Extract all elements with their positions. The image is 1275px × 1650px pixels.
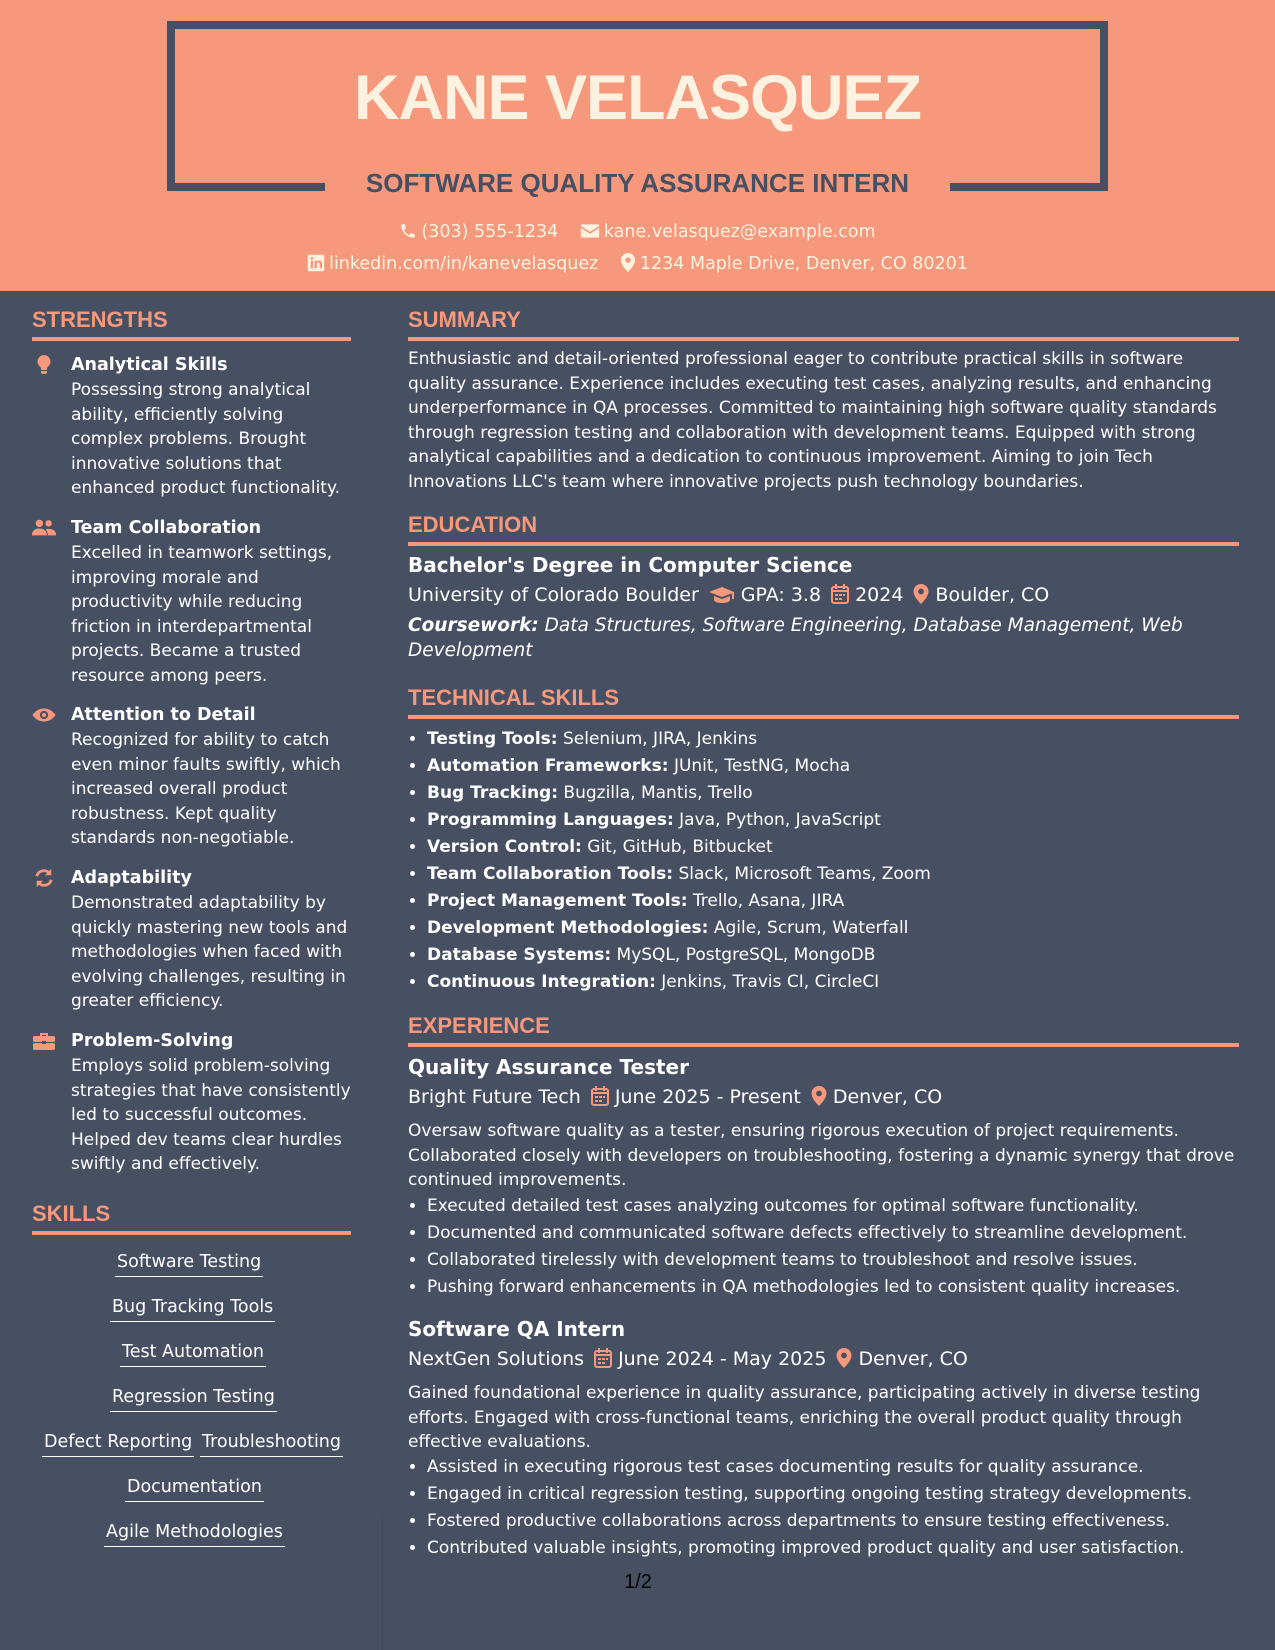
header-frame	[167, 21, 175, 191]
location-pin-icon	[913, 584, 929, 604]
degree-title: Bachelor's Degree in Computer Science	[408, 553, 853, 577]
strength-item	[32, 516, 352, 686]
phone-text: (303) 555-1234	[421, 222, 559, 242]
contact-linkedin[interactable]	[307, 252, 598, 276]
gpa-text: GPA: 3.8	[740, 584, 822, 606]
list-item	[427, 942, 1267, 969]
school-location: Boulder, CO	[935, 584, 1050, 606]
job-location: Denver, CO	[858, 1348, 968, 1370]
skill-category: Database Systems:	[427, 945, 612, 965]
calendar-icon	[831, 584, 849, 604]
phone-icon	[399, 222, 417, 240]
list-item	[427, 915, 1267, 942]
linkedin-icon	[307, 254, 325, 272]
company-name: Bright Future Tech	[408, 1086, 581, 1108]
contact-email[interactable]	[580, 220, 876, 244]
skill-tag: Defect Reporting	[42, 1430, 194, 1457]
summary-heading: SUMMARY	[408, 307, 521, 332]
job-meta	[408, 1346, 968, 1372]
skill-tag: Troubleshooting	[200, 1430, 343, 1457]
skill-values: Agile, Scrum, Waterfall	[713, 918, 909, 938]
job-location: Denver, CO	[832, 1086, 943, 1108]
header-frame	[167, 183, 325, 191]
strength-item	[32, 866, 352, 1016]
job-summary: Gained foundational experience in quality assurance, participating actively in diverse testing efforts. Engaged with cross-functional teams, enriching the overall product quality through effective evaluations.	[408, 1383, 1201, 1452]
strength-item	[32, 703, 352, 853]
calendar-icon	[594, 1348, 612, 1368]
users-icon	[32, 518, 56, 538]
header-frame	[167, 21, 1108, 29]
skill-category: Testing Tools:	[427, 729, 558, 749]
page-number: 1/2	[624, 1571, 652, 1593]
strength-item	[32, 353, 352, 503]
contact-phone[interactable]	[399, 220, 558, 244]
skill-category: Team Collaboration Tools:	[427, 864, 674, 884]
strength-text: Employs solid problem-solving strategies that have consistently led to successful outcomes. Helped dev teams clear hurdles swiftly and effectively.	[71, 1056, 351, 1174]
skill-tag: Regression Testing	[110, 1385, 277, 1412]
strength-title: Attention to Detail	[71, 705, 256, 725]
location-pin-icon	[811, 1086, 827, 1106]
strengths-heading: STRENGTHS	[32, 307, 168, 332]
contact-row	[0, 252, 1275, 276]
school-name: University of Colorado Boulder	[408, 584, 699, 606]
list-item: • Pushing forward enhancements in QA methodologies led to consistent quality increases.	[427, 1274, 1267, 1301]
lightbulb-icon	[32, 355, 56, 375]
job-bullets	[408, 1193, 1267, 1301]
job-bullets	[408, 1454, 1267, 1562]
skill-values: Slack, Microsoft Teams, Zoom	[678, 864, 931, 884]
skill-values: MySQL, PostgreSQL, MongoDB	[616, 945, 876, 965]
strength-title: Problem-Solving	[71, 1031, 234, 1051]
list-item: • Documented and communicated software defects effectively to streamline development.	[427, 1220, 1267, 1247]
technical-skills-list	[408, 726, 1267, 996]
list-item	[427, 780, 1267, 807]
skill-category: Automation Frameworks:	[427, 756, 669, 776]
candidate-name: KANE VELASQUEZ	[353, 63, 922, 133]
candidate-role: SOFTWARE QUALITY ASSURANCE INTERN	[365, 168, 910, 198]
toolbox-icon	[32, 1031, 56, 1051]
list-item	[427, 969, 1267, 996]
list-item	[427, 834, 1267, 861]
job-title: Quality Assurance Tester	[408, 1055, 689, 1079]
skill-values: JUnit, TestNG, Mocha	[673, 756, 851, 776]
coursework	[408, 613, 1240, 663]
skill-tag: Agile Methodologies	[104, 1520, 285, 1547]
skill-tag: Documentation	[125, 1475, 264, 1502]
strength-item	[32, 1029, 352, 1179]
skill-values: Java, Python, JavaScript	[679, 810, 881, 830]
strength-text: Recognized for ability to catch even minor faults swiftly, which increased overall product robustness. Kept quality standards non-negotiable.	[71, 730, 341, 848]
coursework-list: Data Structures, Software Engineering, Database Management, Web Development	[408, 615, 1183, 661]
skill-category: Continuous Integration:	[427, 972, 656, 992]
location-pin-icon	[836, 1348, 852, 1368]
contact-address	[620, 252, 968, 276]
skill-tag: Bug Tracking Tools	[110, 1295, 275, 1322]
education-meta	[408, 582, 1049, 608]
summary-text: Enthusiastic and detail-oriented professional eager to contribute practical skills in software quality assurance. Experience includes executing test cases, analyzing results, and enhancing underperformance in QA processes. Committed to maintaining high software quality standards through regression testing and collaboration with development teams. Equipped with strong analytical capabilities and a dedication to continuous improvement. Aiming to join Tech Innovations LLC's team where innovative projects push technology boundaries.	[408, 349, 1217, 492]
location-pin-icon	[620, 253, 636, 272]
list-item	[427, 888, 1267, 915]
job-title: Software QA Intern	[408, 1317, 626, 1341]
list-item: • Collaborated tirelessly with development teams to troubleshoot and resolve issues.	[427, 1247, 1267, 1274]
skill-values: Selenium, JIRA, Jenkins	[562, 729, 758, 749]
job-summary: Oversaw software quality as a tester, ensuring rigorous execution of project requirements. Collaborated closely with developers on troubleshooting, fostering a dynamic synergy that drove continued improvements.	[408, 1121, 1235, 1190]
contact-row	[0, 220, 1275, 244]
company-name: NextGen Solutions	[408, 1348, 585, 1370]
strength-text: Demonstrated adaptability by quickly mastering new tools and methodologies when faced with evolving challenges, resulting in greater efficiency.	[71, 893, 348, 1011]
strength-title: Team Collaboration	[71, 518, 262, 538]
email-text: kane.velasquez@example.com	[603, 222, 876, 242]
job-dates: June 2024 - May 2025	[618, 1348, 827, 1370]
list-item	[427, 807, 1267, 834]
graduation-cap-icon	[709, 586, 735, 604]
strength-title: Adaptability	[71, 868, 192, 888]
skill-values: Git, GitHub, Bitbucket	[587, 837, 773, 857]
section-divider	[32, 1231, 351, 1235]
technical-skills-heading: TECHNICAL SKILLS	[408, 685, 620, 710]
list-item: • Fostered productive collaborations across departments to ensure testing effectiveness.	[427, 1508, 1267, 1535]
job-meta	[408, 1084, 942, 1110]
section-divider	[408, 542, 1239, 546]
list-item	[427, 753, 1267, 780]
eye-icon	[32, 705, 56, 725]
header-frame	[1100, 21, 1108, 191]
skill-values: Bugzilla, Mantis, Trello	[563, 783, 753, 803]
strength-text: Possessing strong analytical ability, efficiently solving complex problems. Brought innovative solutions that enhanced product functionality.	[71, 380, 341, 498]
skill-category: Development Methodologies:	[427, 918, 709, 938]
skill-tag: Test Automation	[120, 1340, 266, 1367]
skill-category: Bug Tracking:	[427, 783, 559, 803]
list-item	[427, 726, 1267, 753]
section-divider	[408, 1043, 1239, 1047]
address-text: 1234 Maple Drive, Denver, CO 80201	[639, 254, 968, 274]
graduation-year: 2024	[855, 584, 904, 606]
sync-icon	[32, 868, 56, 888]
envelope-icon	[580, 222, 600, 240]
skills-heading: SKILLS	[32, 1201, 111, 1226]
job-dates: June 2025 - Present	[614, 1086, 801, 1108]
skill-tag: Software Testing	[115, 1250, 263, 1277]
column-divider	[382, 1515, 383, 1650]
skill-category: Version Control:	[427, 837, 582, 857]
list-item: • Assisted in executing rigorous test cases documenting results for quality assurance.	[427, 1454, 1267, 1481]
strength-title: Analytical Skills	[71, 355, 228, 375]
education-heading: EDUCATION	[408, 512, 538, 537]
coursework-label: Coursework:	[408, 615, 539, 636]
section-divider	[32, 337, 351, 341]
header-frame	[950, 183, 1108, 191]
list-item	[427, 861, 1267, 888]
experience-heading: EXPERIENCE	[408, 1013, 550, 1038]
skill-values: Trello, Asana, JIRA	[692, 891, 845, 911]
calendar-icon	[591, 1086, 609, 1106]
skill-values: Jenkins, Travis CI, CircleCI	[661, 972, 880, 992]
strength-text: Excelled in teamwork settings, improving morale and productivity while reducing friction in interdepartmental projects. Became a trusted resource among peers.	[71, 543, 333, 686]
linkedin-text: linkedin.com/in/kanevelasquez	[329, 254, 599, 274]
list-item: • Engaged in critical regression testing, supporting ongoing testing strategy developments.	[427, 1481, 1267, 1508]
skill-category: Project Management Tools:	[427, 891, 688, 911]
list-item: • Executed detailed test cases analyzing outcomes for optimal software functionality.	[427, 1193, 1267, 1220]
section-divider	[408, 715, 1239, 719]
resume-header	[0, 0, 1275, 291]
skill-category: Programming Languages:	[427, 810, 674, 830]
section-divider	[408, 337, 1239, 341]
list-item: • Contributed valuable insights, promoting improved product quality and user satisfaction.	[427, 1535, 1267, 1562]
